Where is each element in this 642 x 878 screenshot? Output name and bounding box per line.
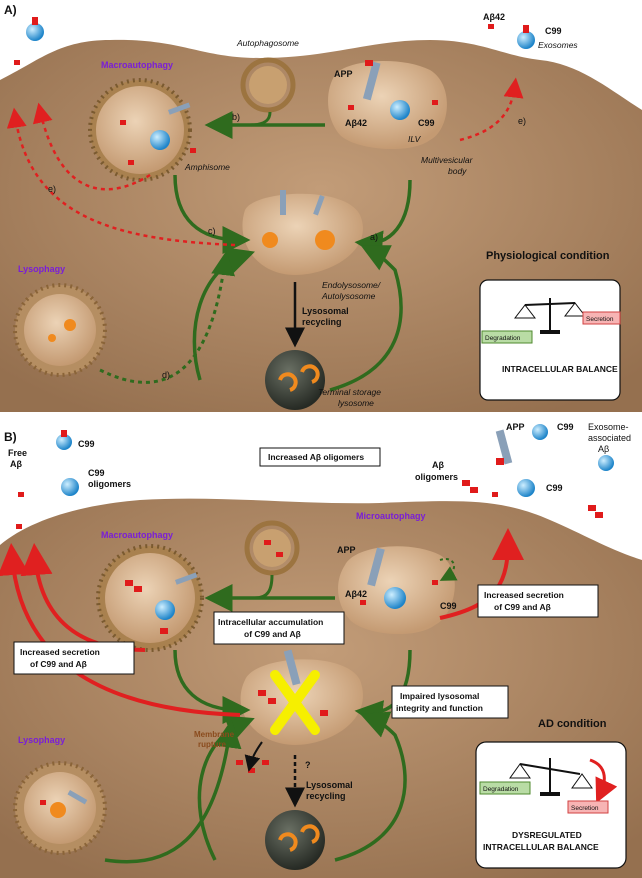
terminal-lysosome-a [265,350,325,410]
mvb-label-line1: Multivesicular [421,155,473,165]
amphisome-b [98,546,202,650]
impaired-line1: Impaired lysosomal [400,691,480,701]
lysophagy-label-b: Lysophagy [18,735,66,745]
ab42-mvb-label-a: Aβ42 [345,118,368,128]
secretion-right-line2: of C99 and Aβ [494,602,551,612]
amphisome-label: Amphisome [185,162,230,172]
secretion-label-b: Secretion [571,805,599,812]
panel-a-label: A) [4,3,17,17]
increased-oligomers-label: Increased Aβ oligomers [268,452,365,462]
membrane-rupture-line1: Membrane [194,730,235,739]
recycling-label-line2-a: recycling [302,317,342,327]
app-label-b: APP [337,545,356,555]
panel-a [0,0,642,420]
step-c-label: c) [208,226,216,236]
autophagosome-a [243,60,293,110]
secretion-label-a: Secretion [586,316,614,323]
lysophagy-a [15,285,105,375]
recycling-label-line1-a: Lysosomal [302,306,349,316]
step-e-right-label: e) [518,116,527,126]
ilv-label: ILV [408,134,421,144]
macroautophagy-label-a: Macroautophagy [101,60,174,70]
c99-oligomers-line1: C99 [88,468,105,478]
panel-b-label: B) [4,430,17,444]
degradation-label-b: Degradation [483,786,519,793]
microautophagy-label: Microautophagy [356,511,426,521]
c99-label-b-top: C99 [78,439,95,449]
dysregulated-line1: DYSREGULATED [512,830,582,840]
terminal-label-line1: Terminal storage [318,387,381,397]
impaired-line2: integrity and function [396,703,483,713]
free-ab-line2: Aβ [10,459,22,469]
terminal-lysosome-b [265,810,325,870]
secretion-right-line1: Increased secretion [484,590,564,600]
lysophagy-label-a: Lysophagy [18,264,66,274]
exosome-line3: Aβ [598,444,610,454]
c99-label-b-topright: C99 [557,422,574,432]
ab42-label-b: Aβ42 [345,589,368,599]
free-ab-line1: Free [8,448,28,458]
c99-oligomers-line2: oligomers [88,479,132,489]
step-d-label: d) [162,370,171,380]
membrane-rupture-line2: rupture [198,740,226,749]
c99-mvb-label-a: C99 [418,118,435,128]
secretion-left-line1: Increased secretion [20,647,100,657]
c99-label-b-right: C99 [546,483,563,493]
step-a-label: a) [370,232,379,242]
lysophagy-b [15,763,105,853]
dysregulated-line2: INTRACELLULAR BALANCE [483,842,599,852]
exosome-line2: associated [588,433,632,443]
ab42-outside-label: Aβ42 [483,12,506,22]
autophagosome-label: Autophagosome [237,38,299,48]
recycling-label-line2-b: recycling [306,791,346,801]
exosome-line1: Exosome- [588,422,629,432]
app-label-b-top: APP [506,422,525,432]
recycling-label-line1-b: Lysosomal [306,780,353,790]
step-b-label: b) [232,112,241,122]
ab-oligomers-line1: Aβ [432,460,444,470]
autophagosome-b [247,523,297,573]
ab-oligomers-line2: oligomers [415,472,459,482]
balance-label-a: INTRACELLULAR BALANCE [502,364,618,374]
accumulation-line2: of C99 and Aβ [244,629,301,639]
terminal-label-line2: lysosome [338,398,374,408]
degradation-label-a: Degradation [485,335,521,342]
accumulation-line1: Intracellular accumulation [218,617,324,627]
physiological-condition-label: Physiological condition [486,250,610,262]
endolysosome-label-line2: Autolysosome [322,291,376,301]
secretion-left-line2: of C99 and Aβ [30,659,87,669]
endolysosome-label-line1: Endolysosome/ [322,280,381,290]
question-mark: ? [305,760,311,770]
exosomes-label: Exosomes [538,40,578,50]
mvb-label-line2: body [448,166,467,176]
c99-outside-label: C99 [545,26,562,36]
step-e-left-label: e) [48,184,57,194]
app-label-a: APP [334,69,353,79]
c99-mvb-label-b: C99 [440,601,457,611]
macroautophagy-label-b: Macroautophagy [101,530,174,540]
ad-condition-label: AD condition [538,718,607,730]
